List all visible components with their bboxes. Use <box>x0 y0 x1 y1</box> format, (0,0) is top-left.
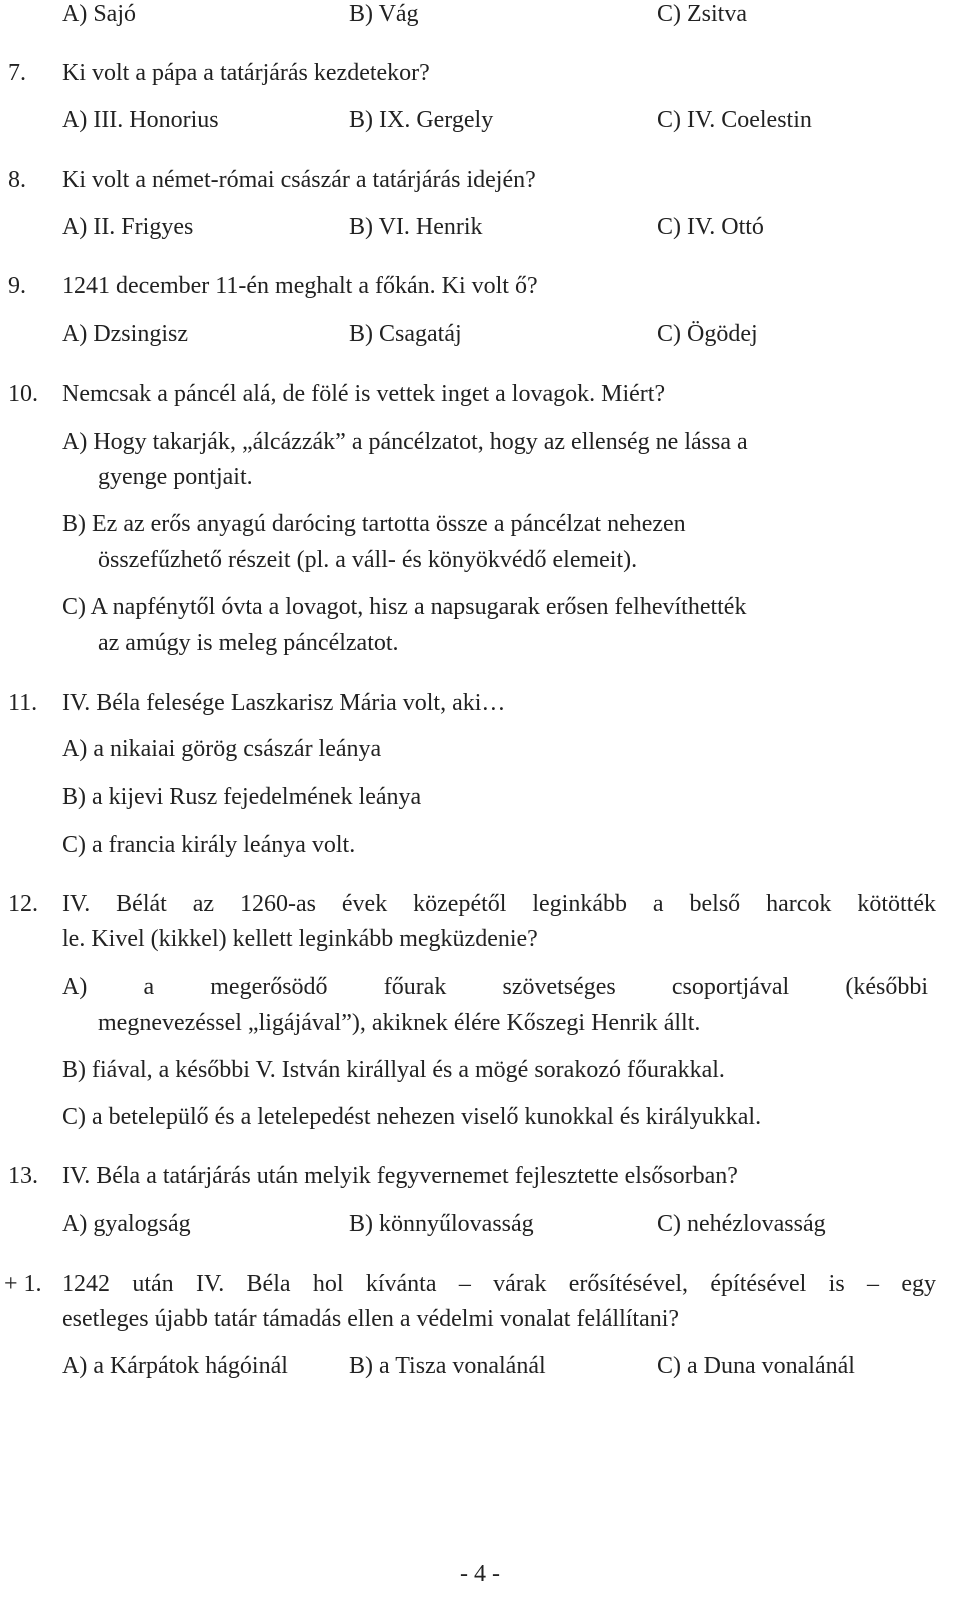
page-number: - 4 - <box>460 1561 500 1587</box>
q7-option-a: A) III. Honorius <box>62 107 219 133</box>
q13-option-c: C) nehézlovasság <box>657 1211 826 1237</box>
q8-option-b: B) VI. Henrik <box>349 214 483 240</box>
q6-option-a: A) Sajó <box>62 1 136 27</box>
q9-option-b: B) Csagatáj <box>349 321 462 347</box>
q10-option-a: A) Hogy takarják, „álcázzák” a páncélzatot, hogy az ellenség ne lássa a <box>62 429 748 455</box>
q7-option-c: C) IV. Coelestin <box>657 107 812 133</box>
bonus-question: 1242 után IV. Béla hol kívánta – várak erősítésével, építésével is – egy <box>62 1271 936 1297</box>
bonus-question-cont: esetleges újabb tatár támadás ellen a védelmi vonalat felállítani? <box>62 1306 680 1332</box>
q11-question: IV. Béla felesége Laszkarisz Mária volt, aki… <box>62 690 506 716</box>
q12-question: IV. Bélát az 1260-as évek közepétől leginkább a belső harcok kötötték <box>62 891 936 917</box>
q8-number: 8. <box>8 167 26 193</box>
q11-option-b: B) a kijevi Rusz fejedelmének leánya <box>62 784 422 810</box>
bonus-number: + 1. <box>4 1271 42 1297</box>
q13-option-b: B) könnyűlovasság <box>349 1211 534 1237</box>
q7-question: Ki volt a pápa a tatárjárás kezdetekor? <box>62 60 430 86</box>
q12-number: 12. <box>8 891 38 917</box>
q10-option-b: B) Ez az erős anyagú darócing tartotta össze a páncélzat nehezen <box>62 511 686 537</box>
q7-option-b: B) IX. Gergely <box>349 107 494 133</box>
q12-option-c: C) a betelepülő és a letelepedést nehezen viselő kunokkal és királyukkal. <box>62 1104 762 1130</box>
q11-number: 11. <box>8 690 38 716</box>
q13-question: IV. Béla a tatárjárás után melyik fegyvernemet fejlesztette elsősorban? <box>62 1163 738 1189</box>
q9-option-a: A) Dzsingisz <box>62 321 188 347</box>
q7-number: 7. <box>8 60 26 86</box>
q12-option-a-cont: megnevezéssel „ligájával”), akiknek élére Kőszegi Henrik állt. <box>98 1010 701 1036</box>
q9-question: 1241 december 11-én meghalt a főkán. Ki volt ő? <box>62 273 538 299</box>
q11-option-a: A) a nikaiai görög császár leánya <box>62 736 382 762</box>
q8-option-c: C) IV. Ottó <box>657 214 764 240</box>
q10-option-c-cont: az amúgy is meleg páncélzatot. <box>98 630 399 656</box>
q10-number: 10. <box>8 381 38 407</box>
q10-option-b-cont: összefűzhető részeit (pl. a váll- és könyökvédő elemeit). <box>98 547 638 573</box>
bonus-option-c: C) a Duna vonalánál <box>657 1353 855 1379</box>
q12-question-cont: le. Kivel (kikkel) kellett leginkább megküzdenie? <box>62 926 538 952</box>
q12-option-b: B) fiával, a későbbi V. István királlyal és a mögé sorakozó főurakkal. <box>62 1057 725 1083</box>
q9-option-c: C) Ögödej <box>657 321 758 347</box>
q6-option-c: C) Zsitva <box>657 1 747 27</box>
q12-option-a: A) a megerősödő főurak szövetséges csoportjával (későbbi <box>62 974 928 1000</box>
q11-option-c: C) a francia király leánya volt. <box>62 832 356 858</box>
q8-question: Ki volt a német-római császár a tatárjárás idején? <box>62 167 536 193</box>
bonus-option-a: A) a Kárpátok hágóinál <box>62 1353 288 1379</box>
q6-option-b: B) Vág <box>349 1 419 27</box>
q13-option-a: A) gyalogság <box>62 1211 191 1237</box>
q9-number: 9. <box>8 273 26 299</box>
q10-option-c: C) A napfénytől óvta a lovagot, hisz a napsugarak erősen felhevíthették <box>62 594 747 620</box>
q8-option-a: A) II. Frigyes <box>62 214 194 240</box>
q10-question: Nemcsak a páncél alá, de fölé is vettek inget a lovagok. Miért? <box>62 381 666 407</box>
q13-number: 13. <box>8 1163 38 1189</box>
bonus-option-b: B) a Tisza vonalánál <box>349 1353 546 1379</box>
q10-option-a-cont: gyenge pontjait. <box>98 464 253 490</box>
